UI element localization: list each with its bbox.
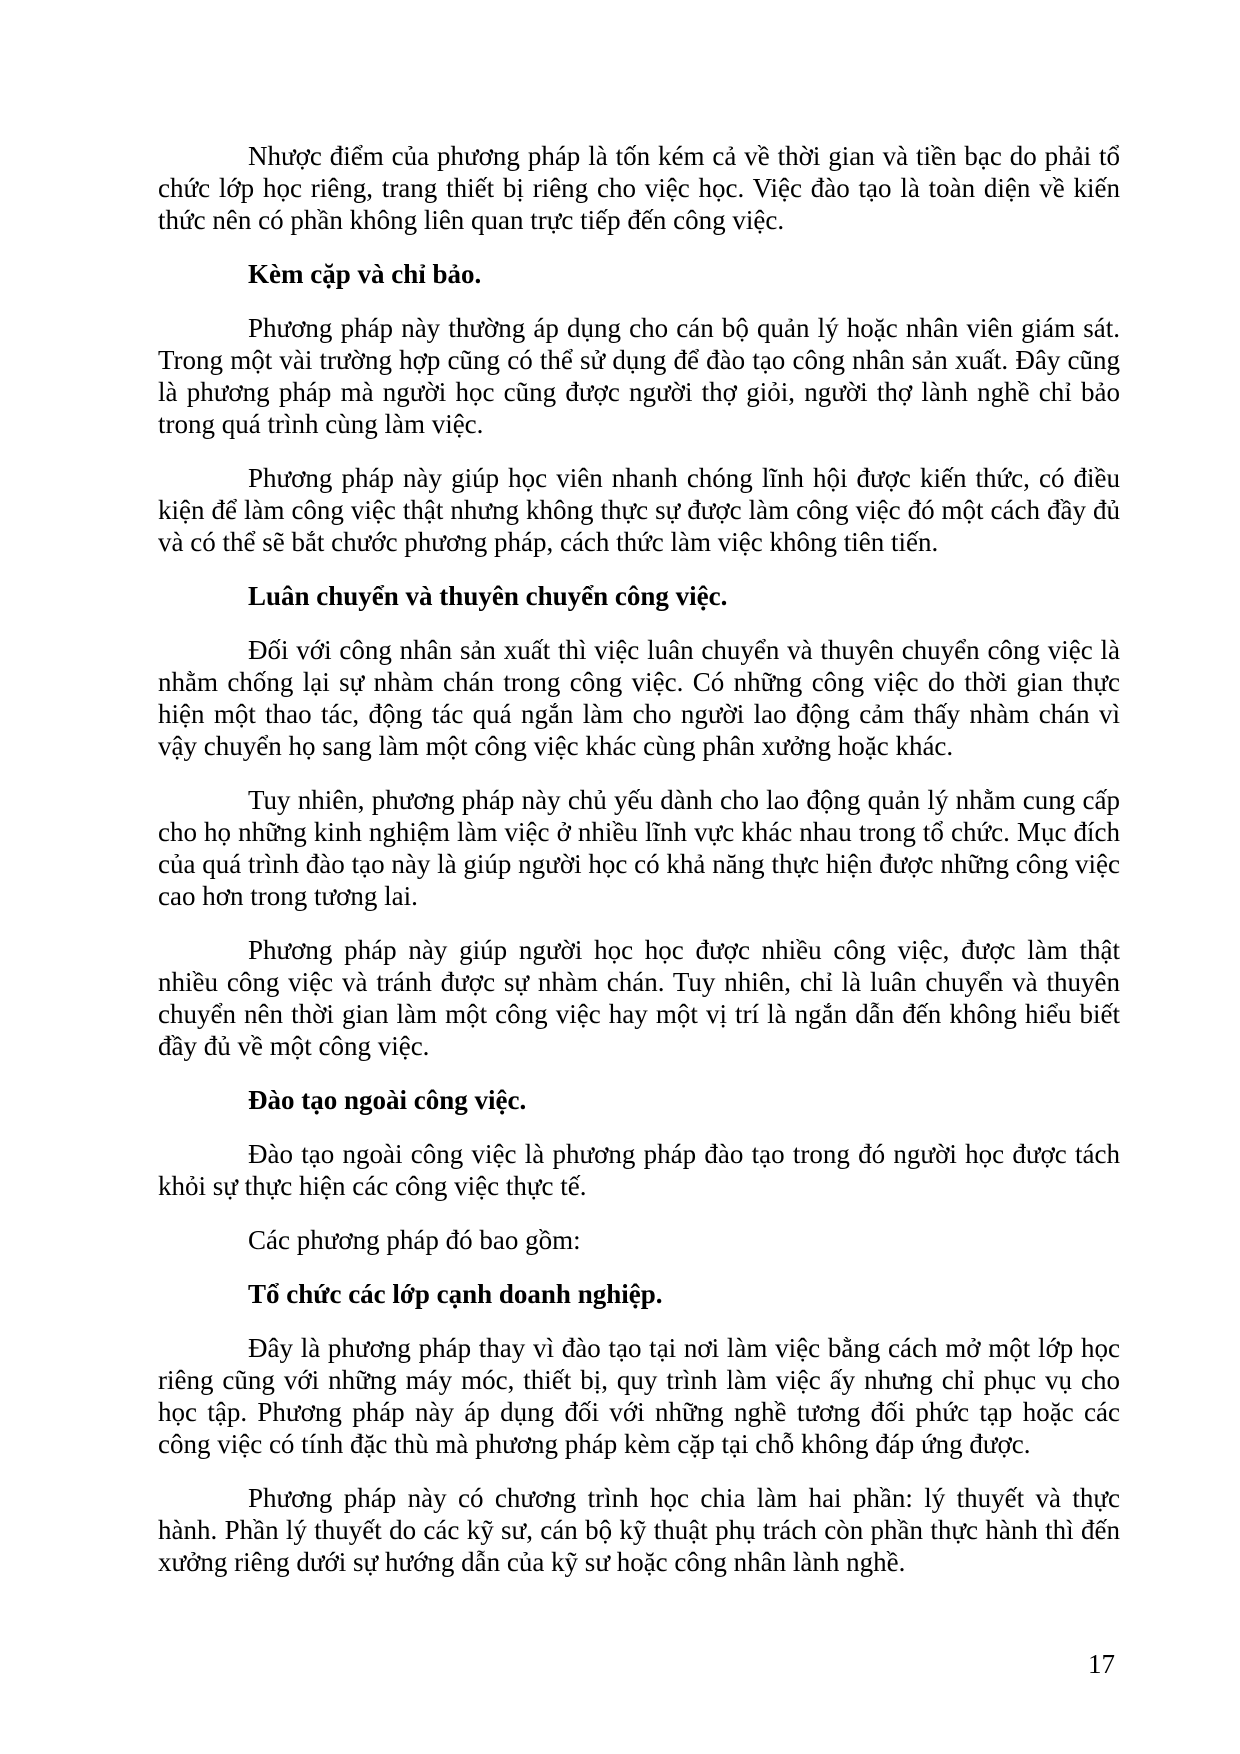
paragraph-dao-tao-ngoai-def: Đào tạo ngoài công việc là phương pháp đào tạo trong đó người học được tách khỏi sự thực hiện các công việc thực tế. xyxy=(158,1139,1120,1201)
page-content xyxy=(158,140,1120,1600)
section-heading-luan-chuyen: Luân chuyển và thuyên chuyển công việc. xyxy=(248,581,728,611)
paragraph-luan-chuyen-managers: Tuy nhiên, phương pháp này chủ yếu dành cho lao động quản lý nhằm cung cấp cho họ những kinh nghiệm làm việc ở nhiều lĩnh vực khác nhau trong tổ chức. Mục đích của quá trình đào tạo này là giúp người học có khả năng thực hiện được những công việc cao hơn trong tương lai. xyxy=(158,785,1120,911)
paragraph-kem-cap-benefits: Phương pháp này giúp học viên nhanh chóng lĩnh hội được kiến thức, có điều kiện để làm công việc thật nhưng không thực sự được làm công việc đó một cách đầy đủ và có thể sẽ bắt chước phương pháp, cách thức làm việc không tiên tiến. xyxy=(158,463,1120,557)
paragraph-luan-chuyen-benefits: Phương pháp này giúp người học học được nhiều công việc, được làm thật nhiều công việc và tránh được sự nhàm chán. Tuy nhiên, chỉ là luân chuyển và thuyên chuyển nên thời gian làm một công việc hay một vị trí là ngắn dẫn đến không hiểu biết đầy đủ về một công việc. xyxy=(158,935,1120,1061)
paragraph-luan-chuyen-workers: Đối với công nhân sản xuất thì việc luân chuyển và thuyên chuyển công việc là nhằm chống lại sự nhàm chán trong công việc. Có những công việc do thời gian thực hiện một thao tác, động tác quá ngắn làm cho người lao động cảm thấy nhàm chán vì vậy chuyển họ sang làm một công việc khác cùng phân xưởng hoặc khác. xyxy=(158,635,1120,761)
section-heading-to-chuc-lop: Tổ chức các lớp cạnh doanh nghiệp. xyxy=(248,1279,663,1309)
page-number: 17 xyxy=(1088,1649,1115,1679)
paragraph-to-chuc-lop-program: Phương pháp này có chương trình học chia làm hai phần: lý thuyết và thực hành. Phần lý thuyết do các kỹ sư, cán bộ kỹ thuật phụ trách còn phần thực hành thì đến xưởng riêng dưới sự hướng dẫn của kỹ sư hoặc công nhân lành nghề. xyxy=(158,1483,1120,1577)
paragraph-to-chuc-lop-desc: Đây là phương pháp thay vì đào tạo tại nơi làm việc bằng cách mở một lớp học riêng cũng với những máy móc, thiết bị, quy trình làm việc ấy nhưng chỉ phục vụ cho học tập. Phương pháp này áp dụng đối với những nghề tương đối phức tạp hoặc các công việc có tính đặc thù mà phương pháp kèm cặp tại chỗ không đáp ứng được. xyxy=(158,1333,1120,1459)
paragraph-kem-cap-description: Phương pháp này thường áp dụng cho cán bộ quản lý hoặc nhân viên giám sát. Trong một vài trường hợp cũng có thể sử dụng để đào tạo công nhân sản xuất. Đây cũng là phương pháp mà người học cũng được người thợ giỏi, người thợ lành nghề chỉ bảo trong quá trình cùng làm việc. xyxy=(158,313,1120,439)
paragraph-methods-include: Các phương pháp đó bao gồm: xyxy=(248,1225,581,1255)
paragraph-disadvantages: Nhược điểm của phương pháp là tốn kém cả về thời gian và tiền bạc do phải tổ chức lớp học riêng, trang thiết bị riêng cho việc học. Việc đào tạo là toàn diện về kiến thức nên có phần không liên quan trực tiếp đến công việc. xyxy=(158,141,1120,235)
section-heading-kem-cap: Kèm cặp và chỉ bảo. xyxy=(248,259,482,289)
section-heading-dao-tao-ngoai: Đào tạo ngoài công việc. xyxy=(248,1085,527,1115)
